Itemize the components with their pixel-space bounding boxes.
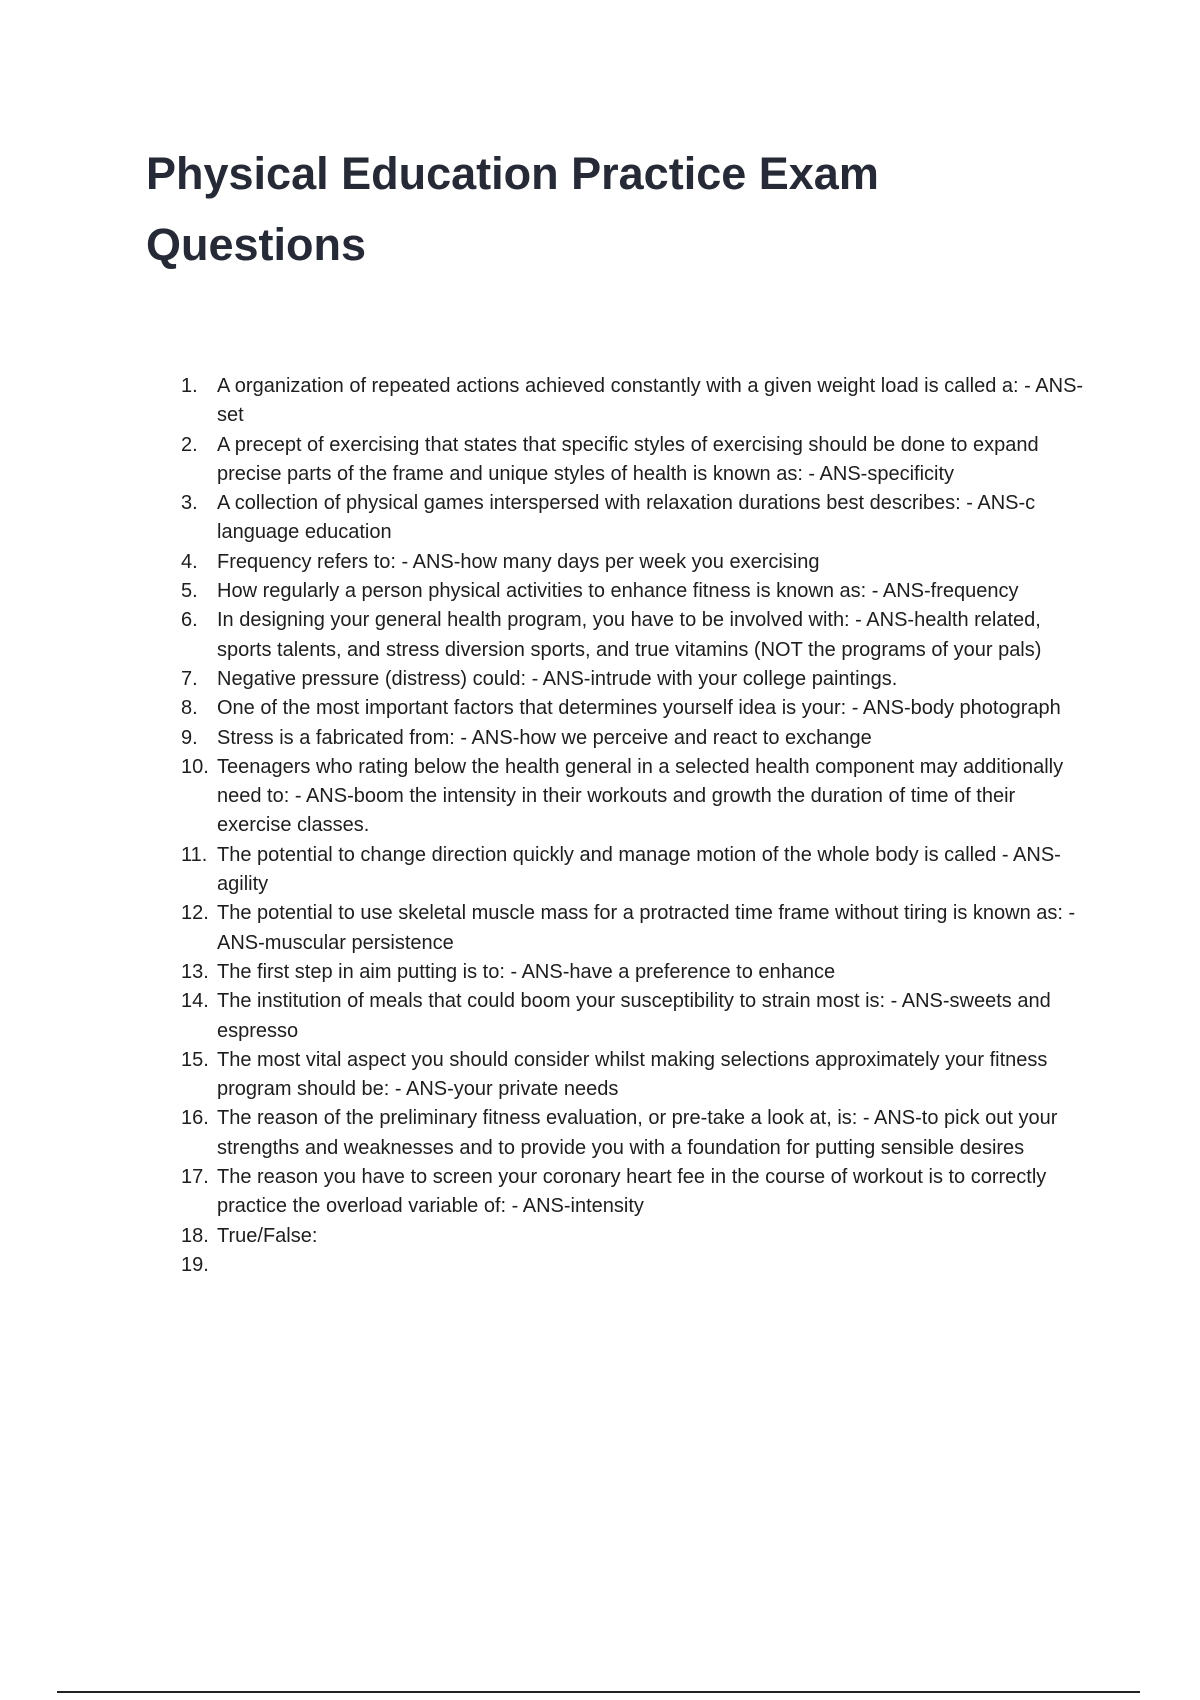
question-number: 13. bbox=[181, 960, 209, 983]
question-text: A precept of exercising that states that specific styles of exercising should be done to expand precise parts of the frame and unique styles of health is known as: - ANS-specificity bbox=[217, 433, 1039, 485]
question-number: 18. bbox=[181, 1224, 209, 1247]
question-number: 16. bbox=[181, 1107, 209, 1130]
question-item bbox=[181, 1251, 1085, 1280]
question-number: 17. bbox=[181, 1166, 209, 1189]
question-number: 2. bbox=[181, 433, 198, 456]
question-text: Teenagers who rating below the health general in a selected health component may additionally need to: - ANS-boom the intensity in their workouts and growth the duration of time of their exercise classes. bbox=[217, 755, 1064, 837]
question-item bbox=[181, 724, 1085, 753]
question-text: The reason of the preliminary fitness evaluation, or pre-take a look at, is: - ANS-to pick out your strengths and weaknesses and to provide you with a foundation for putting sensible desires bbox=[217, 1107, 1058, 1159]
question-item bbox=[181, 899, 1085, 958]
question-number: 19. bbox=[181, 1253, 209, 1276]
question-number: 14. bbox=[181, 990, 209, 1013]
question-number: 1. bbox=[181, 375, 198, 397]
question-text: The most vital aspect you should consider whilst making selections approximately your fitness program should be: - ANS-your private needs bbox=[217, 1048, 1048, 1101]
question-item bbox=[181, 958, 1085, 987]
question-item bbox=[181, 577, 1085, 606]
question-item bbox=[181, 431, 1085, 490]
question-number: 11. bbox=[181, 843, 208, 866]
question-text: Negative pressure (distress) could: - ANS-intrude with your college paintings. bbox=[217, 667, 898, 690]
page-title: Physical Education Practice Exam Questions bbox=[146, 148, 879, 270]
question-number: 3. bbox=[181, 492, 198, 515]
question-number: 5. bbox=[181, 580, 198, 603]
question-item bbox=[181, 489, 1085, 548]
question-item bbox=[181, 1163, 1085, 1222]
question-item bbox=[181, 665, 1085, 694]
question-item bbox=[181, 841, 1085, 900]
question-text: Stress is a fabricated from: - ANS-how we perceive and react to exchange bbox=[217, 726, 872, 749]
footer-divider bbox=[57, 1691, 1140, 1693]
question-item bbox=[181, 1104, 1085, 1163]
question-item bbox=[181, 694, 1085, 723]
question-item bbox=[181, 372, 1085, 431]
question-number: 9. bbox=[181, 726, 198, 749]
question-item bbox=[181, 753, 1085, 841]
question-text: In designing your general health program, you have to be involved with: - ANS-health related, sports talents, and stress diversion sports, and true vitamins (NOT the programs of your pals) bbox=[217, 609, 1042, 661]
question-text: How regularly a person physical activities to enhance fitness is known as: - ANS-frequency bbox=[217, 580, 1019, 603]
question-item bbox=[181, 606, 1085, 665]
question-number: 12. bbox=[181, 902, 209, 925]
question-text: The institution of meals that could boom your susceptibility to strain most is: - ANS-sweets and espresso bbox=[217, 990, 1051, 1042]
question-number: 4. bbox=[181, 550, 198, 573]
question-number: 15. bbox=[181, 1048, 209, 1071]
question-list bbox=[181, 372, 1085, 1280]
question-item bbox=[181, 1046, 1085, 1105]
question-text: The reason you have to screen your coronary heart fee in the course of workout is to correctly practice the overload variable of: - ANS-intensity bbox=[217, 1166, 1047, 1218]
question-text: Frequency refers to: - ANS-how many days per week you exercising bbox=[217, 550, 820, 573]
question-number: 8. bbox=[181, 697, 198, 720]
question-text: One of the most important factors that determines yourself idea is your: - ANS-body photograph bbox=[217, 697, 1061, 720]
question-text: A organization of repeated actions achieved constantly with a given weight load is called a: - ANS-set bbox=[217, 375, 1084, 427]
question-number: 6. bbox=[181, 609, 198, 632]
question-text: A collection of physical games interspersed with relaxation durations best describes: - ANS-c language education bbox=[217, 492, 1036, 544]
question-text: The first step in aim putting is to: - ANS-have a preference to enhance bbox=[217, 960, 836, 983]
question-item bbox=[181, 1222, 1085, 1251]
question-item bbox=[181, 548, 1085, 577]
question-item bbox=[181, 987, 1085, 1046]
question-number: 7. bbox=[181, 667, 198, 690]
question-text: The potential to use skeletal muscle mass for a protracted time frame without tiring is known as: - ANS-muscular persistence bbox=[217, 902, 1076, 954]
question-text: True/False: bbox=[217, 1224, 318, 1247]
question-text: The potential to change direction quickly and manage motion of the whole body is called - ANS-agility bbox=[217, 843, 1061, 896]
question-number: 10. bbox=[181, 755, 209, 778]
